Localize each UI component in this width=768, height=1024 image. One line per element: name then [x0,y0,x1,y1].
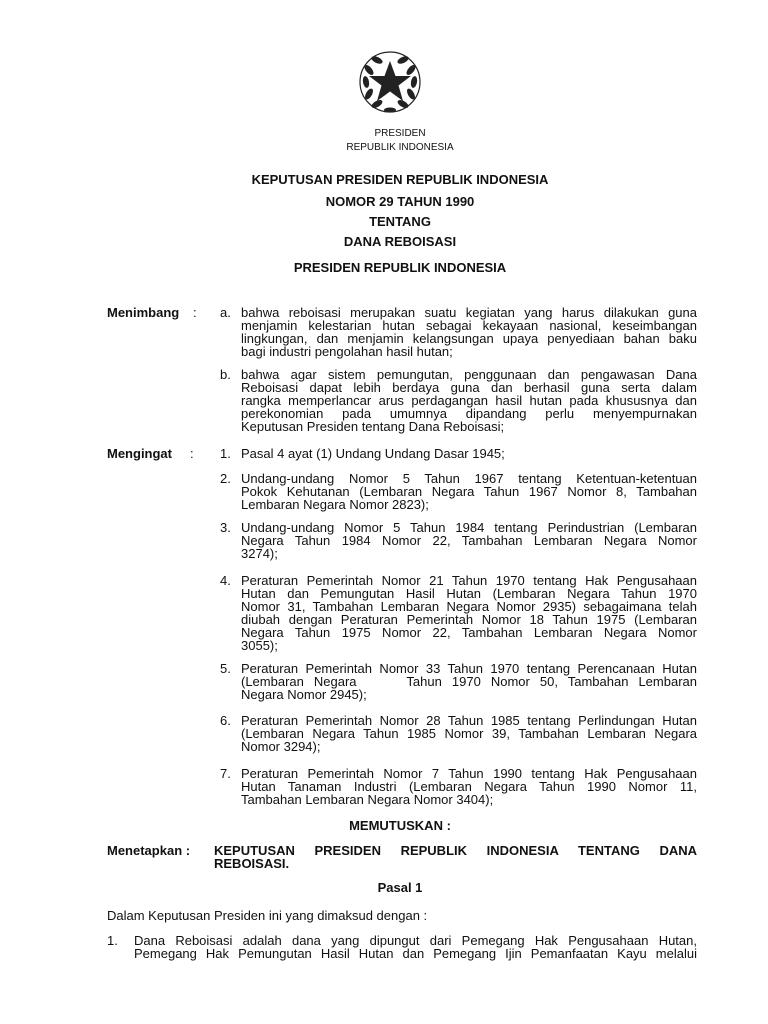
header-republik-indonesia: REPUBLIK INDONESIA [346,142,454,153]
text-line: Dana Reboisasi adalah dana yang dipungut dari Pemegang Hak Pengusahaan Hutan, [134,933,697,948]
decree-title: KEPUTUSAN PRESIDEN REPUBLIK INDONESIA [251,172,549,187]
text-line: perekonomian pada umumnya dipandang perlu menyempurnakan [241,406,697,421]
text-line: Undang-undang Nomor 5 Tahun 1984 tentang Perindustrian (Lembaran [241,520,697,535]
mengingat-3-text [241,521,697,560]
text-line: diubah dengan Peraturan Pemerintah Nomor 18 Tahun 1975 (Lembaran [241,612,697,627]
menimbang-b-marker: b. [220,367,231,382]
text-line: Tambahan Lembaran Negara Nomor 3404); [241,792,494,807]
text-line: REBOISASI. [214,856,290,871]
mengingat-5-text [241,662,697,701]
mengingat-1-marker: 1. [220,446,231,461]
menimbang-b-text [241,368,697,433]
text-line: Peraturan Pemerintah Nomor 7 Tahun 1990 tentang Hak Pengusahaan [241,766,697,781]
intro-paragraph [107,909,697,922]
text-line: lingkungan, dan menjamin kelangsungan upaya penyediaan bahan baku [241,331,697,346]
mengingat-6-marker: 6. [220,713,231,728]
text-line: Nomor 31, Tambahan Lembaran Negara Nomor 2935) sebagaimana telah [241,599,697,614]
text-line: Keputusan Presiden tentang Dana Reboisasi; [241,419,505,434]
mengingat-2-text [241,472,697,511]
text-line: KEPUTUSAN PRESIDEN REPUBLIK INDONESIA TENTANG DANA [214,843,697,858]
decree-tentang: TENTANG [369,214,431,229]
text-line: 3274); [241,546,278,561]
pasal-1-heading: Pasal 1 [377,880,423,895]
text-line: Negara Nomor 2945); [241,687,367,702]
text-line: menjamin kelestarian hutan sebagai kekayaan nasional, keseimbangan [241,318,697,333]
menimbang-colon: : [193,305,197,320]
text-line: Pemegang Hak Pemungutan Hasil Hutan dan Pemegang Ijin Pemanfaatan Kayu melalui [134,946,697,961]
text-line: (Lembaran Negara Tahun 1970 Nomor 50, Tambahan Lembaran [241,674,697,689]
mengingat-3-marker: 3. [220,520,231,535]
text-line: Undang-undang Nomor 5 Tahun 1967 tentang Ketentuan-ketentuan [241,471,697,486]
mengingat-7-text [241,767,697,806]
mengingat-6-text [241,714,697,753]
text-line: Negara Tahun 1984 Nomor 22, Tambahan Lembaran Negara Nomor [241,533,697,548]
definition-1-text [134,934,697,960]
definition-1-marker: 1. [107,933,118,948]
decree-number: NOMOR 29 TAHUN 1990 [325,194,475,209]
menimbang-label: Menimbang [107,305,180,320]
decree-issuer: PRESIDEN REPUBLIK INDONESIA [293,260,507,275]
mengingat-5-marker: 5. [220,661,231,676]
text-line: Nomor 3294); [241,739,321,754]
mengingat-7-marker: 7. [220,766,231,781]
mengingat-1-text [241,447,697,460]
text-line: bahwa agar sistem pemungutan, penggunaan dan pengawasan Dana [241,367,697,382]
text-line: Dalam Keputusan Presiden ini yang dimaksud dengan : [107,908,428,923]
text-line: Reboisasi dapat lebih berdaya guna dan berhasil guna serta dalam [241,380,697,395]
menetapkan-label: Menetapkan : [107,843,191,858]
text-line: bahwa reboisasi merupakan suatu kegiatan yang harus dilakukan guna [241,305,697,320]
mengingat-label: Mengingat [107,446,172,461]
text-line: bagi industri pengolahan hasil hutan; [241,344,453,359]
text-line: Pasal 4 ayat (1) Undang Undang Dasar 1945; [241,446,505,461]
presidential-emblem-icon [352,44,428,120]
memutuskan-heading: MEMUTUSKAN : [349,818,451,833]
mengingat-4-marker: 4. [220,573,231,588]
header-presiden: PRESIDEN [374,128,426,139]
menetapkan-text [214,844,697,870]
menimbang-a-text [241,306,697,358]
text-line: rangka memperlancar arus perdagangan hasil hutan pada khususnya dan [241,393,697,408]
text-line: Hutan dan Pemungutan Hasil Hutan (Lembaran Negara Tahun 1970 [241,586,697,601]
menimbang-a-marker: a. [220,305,231,320]
text-line: Hutan Tanaman Industri (Lembaran Negara Tahun 1990 Nomor 11, [241,779,697,794]
text-line: 3055); [241,638,278,653]
mengingat-colon: : [190,446,194,461]
text-line: Lembaran Negara Nomor 2823); [241,497,429,512]
mengingat-4-text [241,574,697,652]
text-line: Peraturan Pemerintah Nomor 21 Tahun 1970 tentang Hak Pengusahaan [241,573,697,588]
text-line: (Lembaran Negara Tahun 1985 Nomor 39, Tambahan Lembaran Negara [241,726,697,741]
decree-subject: DANA REBOISASI [343,234,457,249]
text-line: Pokok Kehutanan (Lembaran Negara Tahun 1967 Nomor 8, Tambahan [241,484,697,499]
mengingat-2-marker: 2. [220,471,231,486]
text-line: Peraturan Pemerintah Nomor 28 Tahun 1985 tentang Perlindungan Hutan [241,713,697,728]
text-line: Peraturan Pemerintah Nomor 33 Tahun 1970 tentang Perencanaan Hutan [241,661,697,676]
text-line: Negara Tahun 1975 Nomor 22, Tambahan Lembaran Negara Nomor [241,625,697,640]
